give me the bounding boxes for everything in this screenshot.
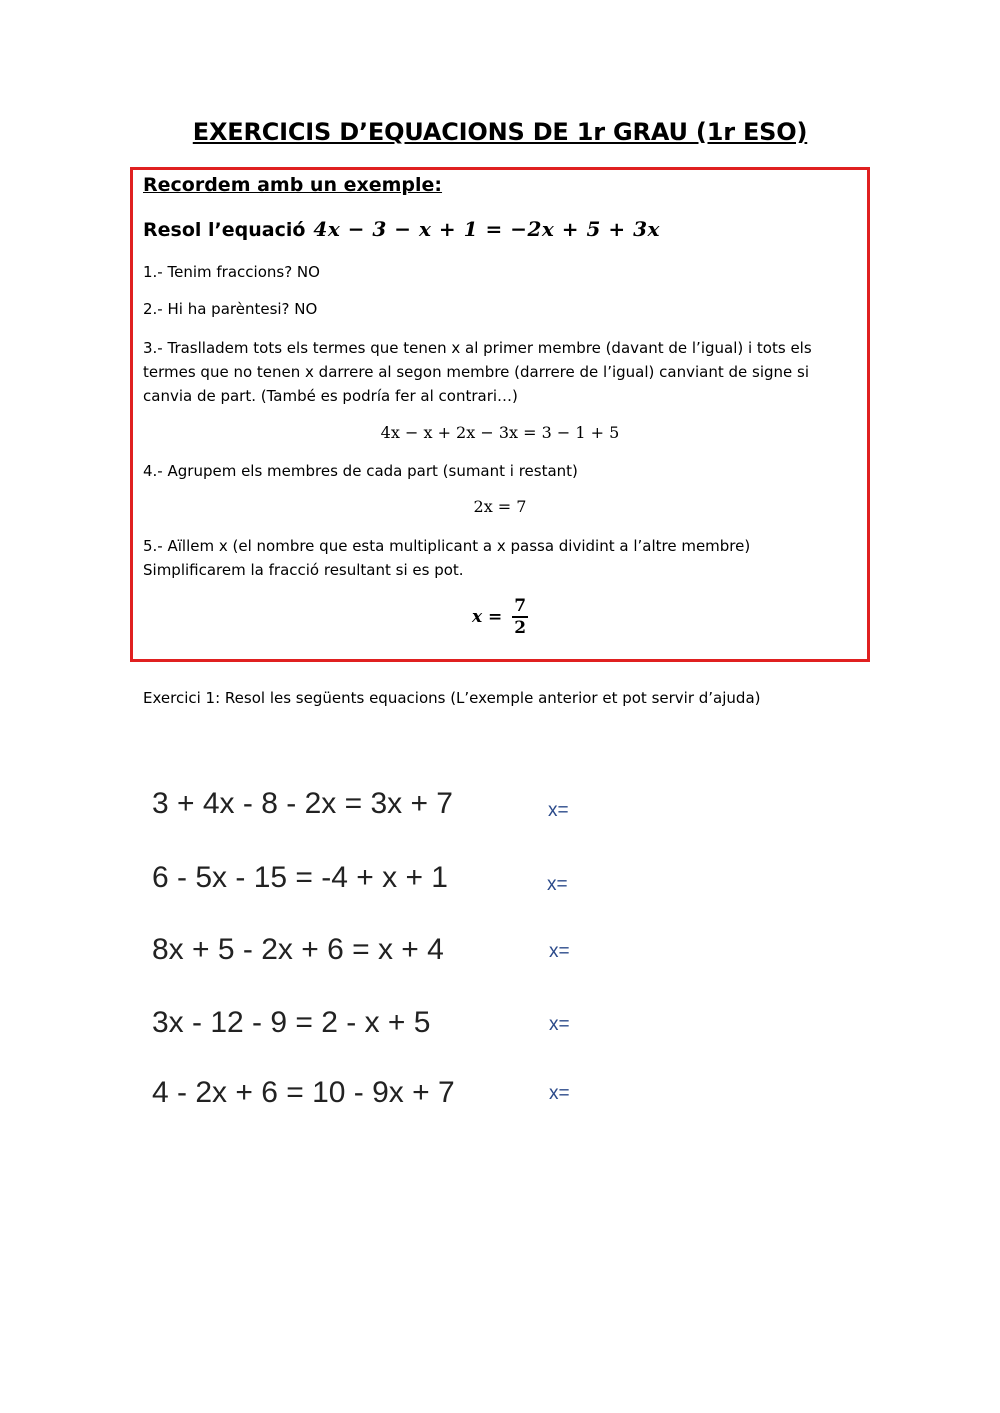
fraction-denominator: 2	[514, 618, 527, 638]
step-5: 5.- Aïllem x (el nombre que esta multiplicant a x passa dividint a l’altre membre) Simplificarem la fracció resultant si es pot.	[143, 537, 751, 579]
exercise-equation: 3 + 4x - 8 - 2x = 3x + 7	[152, 787, 453, 820]
step-3: 3.- Traslladem tots els termes que tenen x al primer membre (davant de l’igual) i tots els termes que no tenen x darrere al segon membre (darrere de l’igual) canviant de signe si canvia de part. (També es podría fer al contrari…)	[143, 339, 812, 405]
result-lhs: x =	[471, 607, 503, 627]
result-fraction	[130, 596, 870, 638]
answer-field[interactable]: x=	[549, 1014, 570, 1035]
step-3-math: 4x − x + 2x − 3x = 3 − 1 + 5	[380, 423, 620, 442]
answer-field[interactable]: x=	[547, 874, 568, 895]
exercise-equation: 6 - 5x - 15 = -4 + x + 1	[152, 861, 448, 894]
step-1: 1.- Tenim fraccions? NO	[143, 263, 320, 281]
exercise-equation: 8x + 5 - 2x + 6 = x + 4	[152, 933, 444, 966]
exercise-equation: 4 - 2x + 6 = 10 - 9x + 7	[152, 1076, 455, 1109]
exercise-equation: 3x - 12 - 9 = 2 - x + 5	[152, 1006, 431, 1039]
step-4-math: 2x = 7	[473, 497, 527, 516]
answer-field[interactable]: x=	[549, 941, 570, 962]
page-title: EXERCICIS D’EQUACIONS DE 1r GRAU (1r ESO)	[192, 118, 808, 146]
answer-field[interactable]: x=	[548, 800, 569, 821]
example-statement	[143, 217, 660, 241]
fraction	[512, 596, 528, 638]
step-4: 4.- Agrupem els membres de cada part (sumant i restant)	[143, 462, 578, 480]
answer-field[interactable]: x=	[549, 1083, 570, 1104]
fraction-numerator: 7	[514, 596, 527, 616]
exercise-intro: Exercici 1: Resol les següents equacions (L’exemple anterior et pot servir d’ajuda)	[143, 689, 761, 707]
example-box	[130, 167, 870, 662]
example-equation: 4x − 3 − x + 1 = −2x + 5 + 3x	[313, 217, 660, 241]
example-subtitle: Recordem amb un exemple:	[143, 174, 443, 196]
step-2: 2.- Hi ha parèntesi? NO	[143, 300, 318, 318]
resol-label: Resol l’equació	[143, 219, 306, 241]
